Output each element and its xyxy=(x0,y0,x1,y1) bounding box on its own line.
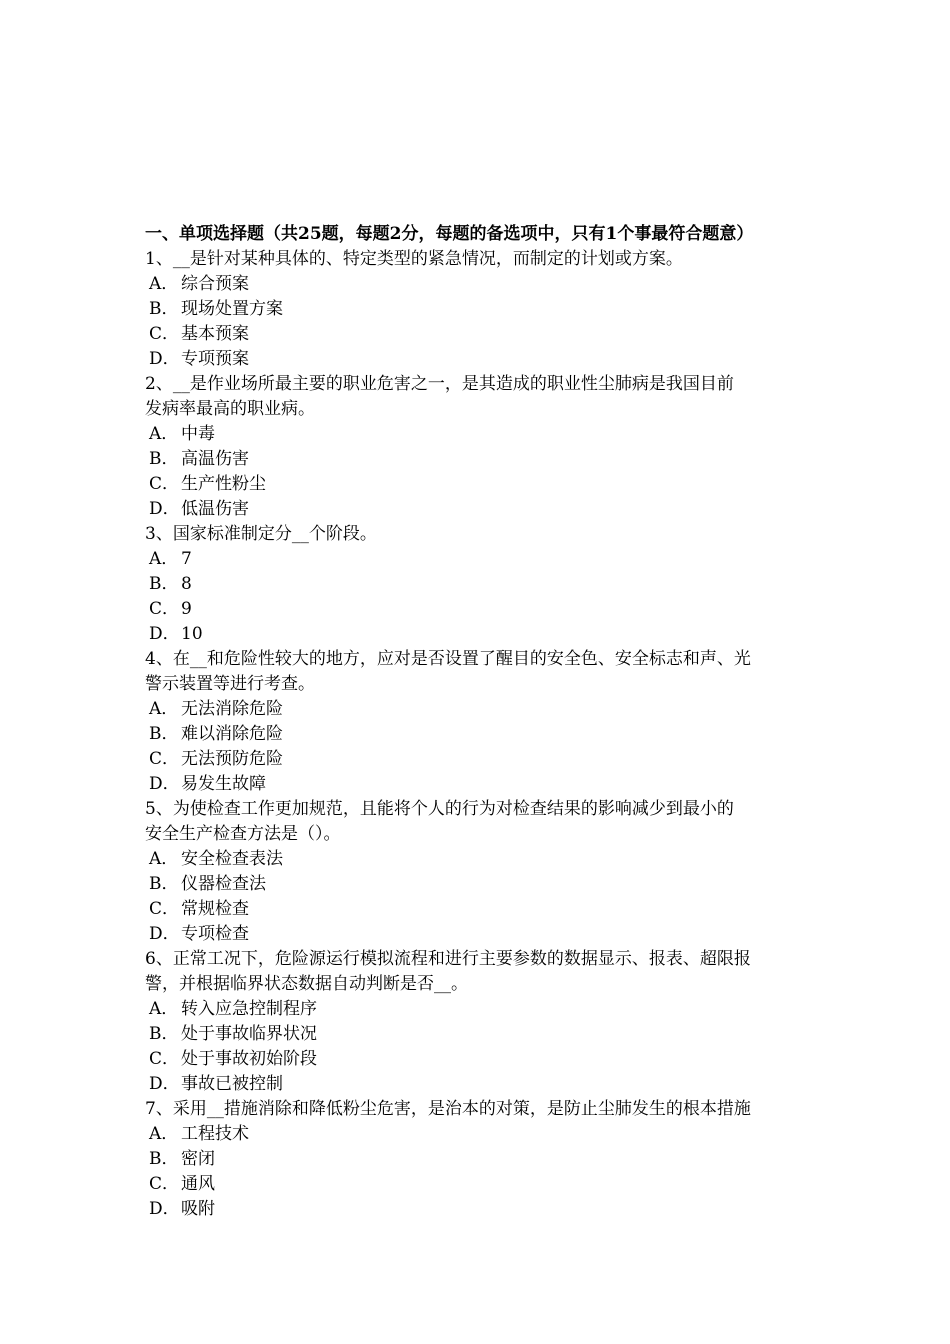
option-letter: A． xyxy=(149,274,179,294)
answer-option xyxy=(145,922,815,947)
question-4 xyxy=(145,647,815,797)
answer-option xyxy=(145,997,815,1022)
question-text: 1、__是针对某种具体的、特定类型的紧急情况，而制定的计划或方案。 xyxy=(145,249,683,269)
answer-option xyxy=(145,472,815,497)
option-letter: D． xyxy=(149,349,180,369)
option-text: 专项检查 xyxy=(181,924,249,944)
answer-option xyxy=(145,1022,815,1047)
answer-option xyxy=(145,322,815,347)
option-text: 低温伤害 xyxy=(181,499,249,519)
option-letter: D． xyxy=(149,774,180,794)
answer-option xyxy=(145,697,815,722)
answer-option xyxy=(145,297,815,322)
option-letter: A． xyxy=(149,549,179,569)
option-text: 高温伤害 xyxy=(181,449,249,469)
option-letter: C． xyxy=(149,899,180,919)
question-2 xyxy=(145,372,815,522)
question-text: 安全生产检查方法是（）。 xyxy=(145,824,341,844)
option-letter: C． xyxy=(149,1174,180,1194)
option-text: 基本预案 xyxy=(181,324,249,344)
answer-option xyxy=(145,597,815,622)
option-text: 生产性粉尘 xyxy=(181,474,266,494)
question-text: 警示装置等进行考查。 xyxy=(145,674,315,694)
answer-option xyxy=(145,572,815,597)
option-text: 通风 xyxy=(181,1174,215,1194)
option-letter: D． xyxy=(149,624,180,644)
answer-option xyxy=(145,722,815,747)
option-letter: B． xyxy=(149,299,179,319)
option-letter: B． xyxy=(149,874,179,894)
question-text: 发病率最高的职业病。 xyxy=(145,399,315,419)
option-letter: D． xyxy=(149,499,180,519)
option-letter: B． xyxy=(149,724,179,744)
question-text: 警，并根据临界状态数据自动判断是否__。 xyxy=(145,974,468,994)
option-letter: B． xyxy=(149,1024,179,1044)
answer-option xyxy=(145,1072,815,1097)
option-text: 转入应急控制程序 xyxy=(181,999,317,1019)
question-text: 2、__是作业场所最主要的职业危害之一，是其造成的职业性尘肺病是我国目前 xyxy=(145,374,734,394)
answer-option xyxy=(145,272,815,297)
option-letter: B． xyxy=(149,574,179,594)
option-letter: B． xyxy=(149,449,179,469)
option-letter: C． xyxy=(149,474,180,494)
answer-option xyxy=(145,747,815,772)
option-letter: C． xyxy=(149,324,180,344)
answer-option xyxy=(145,1197,815,1222)
question-5 xyxy=(145,797,815,947)
option-letter: D． xyxy=(149,1074,180,1094)
answer-option xyxy=(145,347,815,372)
option-text: 10 xyxy=(181,624,203,644)
option-letter: A． xyxy=(149,699,179,719)
question-text: 5、为使检查工作更加规范，且能将个人的行为对检查结果的影响减少到最小的 xyxy=(145,799,734,819)
option-text: 安全检查表法 xyxy=(181,849,283,869)
answer-option xyxy=(145,1172,815,1197)
option-text: 综合预案 xyxy=(181,274,249,294)
option-text: 吸附 xyxy=(181,1199,215,1219)
answer-option xyxy=(145,622,815,647)
option-letter: D． xyxy=(149,924,180,944)
option-letter: A． xyxy=(149,849,179,869)
document-page xyxy=(145,222,815,1222)
answer-option xyxy=(145,1047,815,1072)
option-text: 中毒 xyxy=(181,424,215,444)
option-text: 9 xyxy=(181,599,192,619)
question-3 xyxy=(145,522,815,647)
option-text: 8 xyxy=(181,574,192,594)
option-letter: B． xyxy=(149,1149,179,1169)
question-text: 3、国家标准制定分__个阶段。 xyxy=(145,524,377,544)
option-text: 密闭 xyxy=(181,1149,215,1169)
option-letter: A． xyxy=(149,999,179,1019)
answer-option xyxy=(145,547,815,572)
option-text: 易发生故障 xyxy=(181,774,266,794)
option-text: 工程技术 xyxy=(181,1124,249,1144)
option-text: 专项预案 xyxy=(181,349,249,369)
option-text: 无法消除危险 xyxy=(181,699,283,719)
answer-option xyxy=(145,422,815,447)
option-letter: A． xyxy=(149,1124,179,1144)
question-list xyxy=(145,247,815,1222)
answer-option xyxy=(145,872,815,897)
answer-option xyxy=(145,772,815,797)
option-text: 处于事故临界状况 xyxy=(181,1024,317,1044)
question-6 xyxy=(145,947,815,1097)
option-letter: C． xyxy=(149,599,180,619)
option-text: 处于事故初始阶段 xyxy=(181,1049,317,1069)
option-text: 常规检查 xyxy=(181,899,249,919)
section-title: 一、单项选择题（共25题，每题2分，每题的备选项中，只有1个事最符合题意） xyxy=(145,224,754,244)
answer-option xyxy=(145,897,815,922)
option-text: 无法预防危险 xyxy=(181,749,283,769)
answer-option xyxy=(145,847,815,872)
question-1 xyxy=(145,247,815,372)
question-text: 7、采用__措施消除和降低粉尘危害，是治本的对策，是防止尘肺发生的根本措施 xyxy=(145,1099,751,1119)
option-text: 仪器检查法 xyxy=(181,874,266,894)
option-letter: C． xyxy=(149,1049,180,1069)
answer-option xyxy=(145,1147,815,1172)
option-text: 7 xyxy=(181,549,192,569)
option-text: 难以消除危险 xyxy=(181,724,283,744)
option-letter: A． xyxy=(149,424,179,444)
answer-option xyxy=(145,447,815,472)
question-7 xyxy=(145,1097,815,1222)
question-text: 4、在__和危险性较大的地方，应对是否设置了醒目的安全色、安全标志和声、光 xyxy=(145,649,751,669)
question-text: 6、正常工况下，危险源运行模拟流程和进行主要参数的数据显示、报表、超限报 xyxy=(145,949,751,969)
option-text: 现场处置方案 xyxy=(181,299,283,319)
option-letter: C． xyxy=(149,749,180,769)
option-text: 事故已被控制 xyxy=(181,1074,283,1094)
answer-option xyxy=(145,497,815,522)
option-letter: D． xyxy=(149,1199,180,1219)
answer-option xyxy=(145,1122,815,1147)
